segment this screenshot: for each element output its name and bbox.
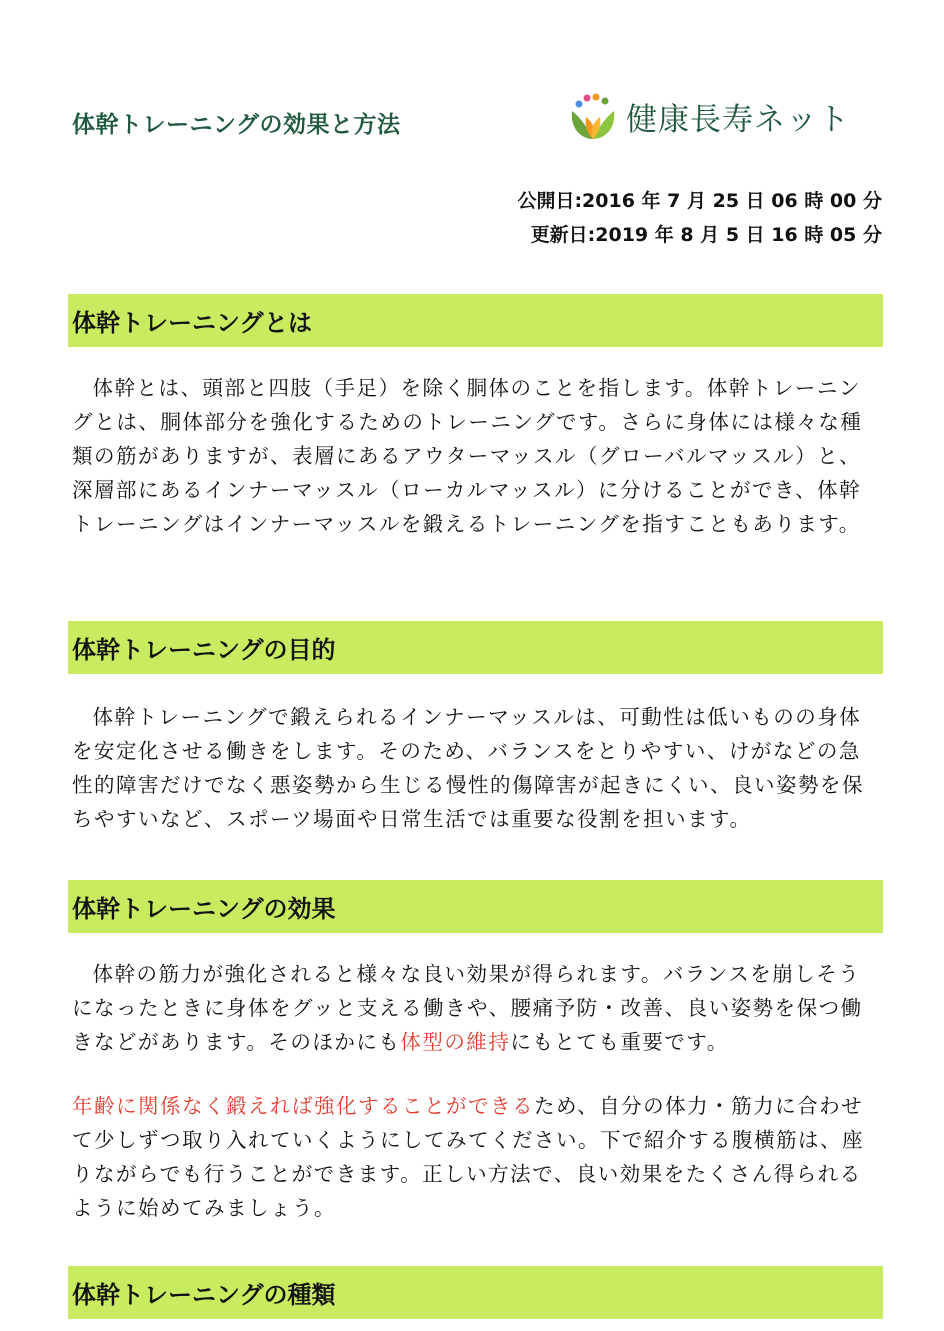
section-body: 体幹トレーニングで鍛えられるインナーマッスルは、可動性は低いものの身体を安定化させる働きをします。そのため、バランスをとりやすい、けがなどの急性的障害だけでなく悪姿勢から生じる慢性的傷障害が起きにくい、良い姿勢を保ちやすいなど、スポーツ場面や日常生活では重要な役割を担います。 [72, 705, 864, 831]
section-body [72, 957, 877, 1059]
body-text: ため、自分の体力・筋力に合わせて少しずつ取り入れていくようにしてみてください。下で紹介する腹横筋は、座りながらでも行うことができます。正しい方法で、良い効果をたくさん得られるように始めてみましょう。 [72, 1094, 864, 1220]
highlight-text: 体型の維持 [400, 1030, 511, 1054]
section-heading-bar [68, 880, 883, 933]
document-title: 体幹トレーニングの効果と方法 [72, 112, 401, 138]
section-body: 体幹とは、頭部と四肢（手足）を除く胴体のことを指します。体幹トレーニングとは、胴体部分を強化するためのトレーニングです。さらに身体には様々な種類の筋がありますが、表層にあるアウターマッスル（グローバルマッスル）と、深層部にあるインナーマッスル（ローカルマッスル）に分けることができ、体幹トレーニングはインナーマッスルを鍛えるトレーニングを指すこともあります。 [72, 376, 863, 536]
updated-date: 更新日:2019 年 8 月 5 日 16 時 05 分 [530, 224, 882, 246]
section-body [72, 1089, 877, 1225]
body-text: 体幹の筋力が強化されると様々な良い効果が得られます。バランスを崩しそうになったときに身体をグッと支える働きや、腰痛予防・改善、良い姿勢を保つ働きなどがあります。そのほかにも [72, 962, 863, 1054]
logo-text: 健康長寿ネット [626, 101, 850, 138]
highlight-text: 年齢に関係なく鍛えれば強化することができる [72, 1094, 534, 1118]
section-heading: 体幹トレーニングとは [72, 309, 312, 337]
published-date: 公開日:2016 年 7 月 25 日 06 時 00 分 [517, 190, 882, 212]
section-heading: 体幹トレーニングの種類 [72, 1281, 336, 1309]
body-text: にもとても重要です。 [510, 1030, 729, 1054]
section-heading: 体幹トレーニングの目的 [72, 636, 336, 664]
section-heading-bar [68, 294, 883, 347]
section-heading-bar [68, 621, 883, 674]
section-heading: 体幹トレーニングの効果 [72, 895, 336, 923]
date-info [517, 184, 882, 252]
logo-leaf-icon [566, 89, 620, 143]
section-heading-bar [68, 1266, 883, 1319]
site-logo[interactable] [566, 88, 850, 144]
